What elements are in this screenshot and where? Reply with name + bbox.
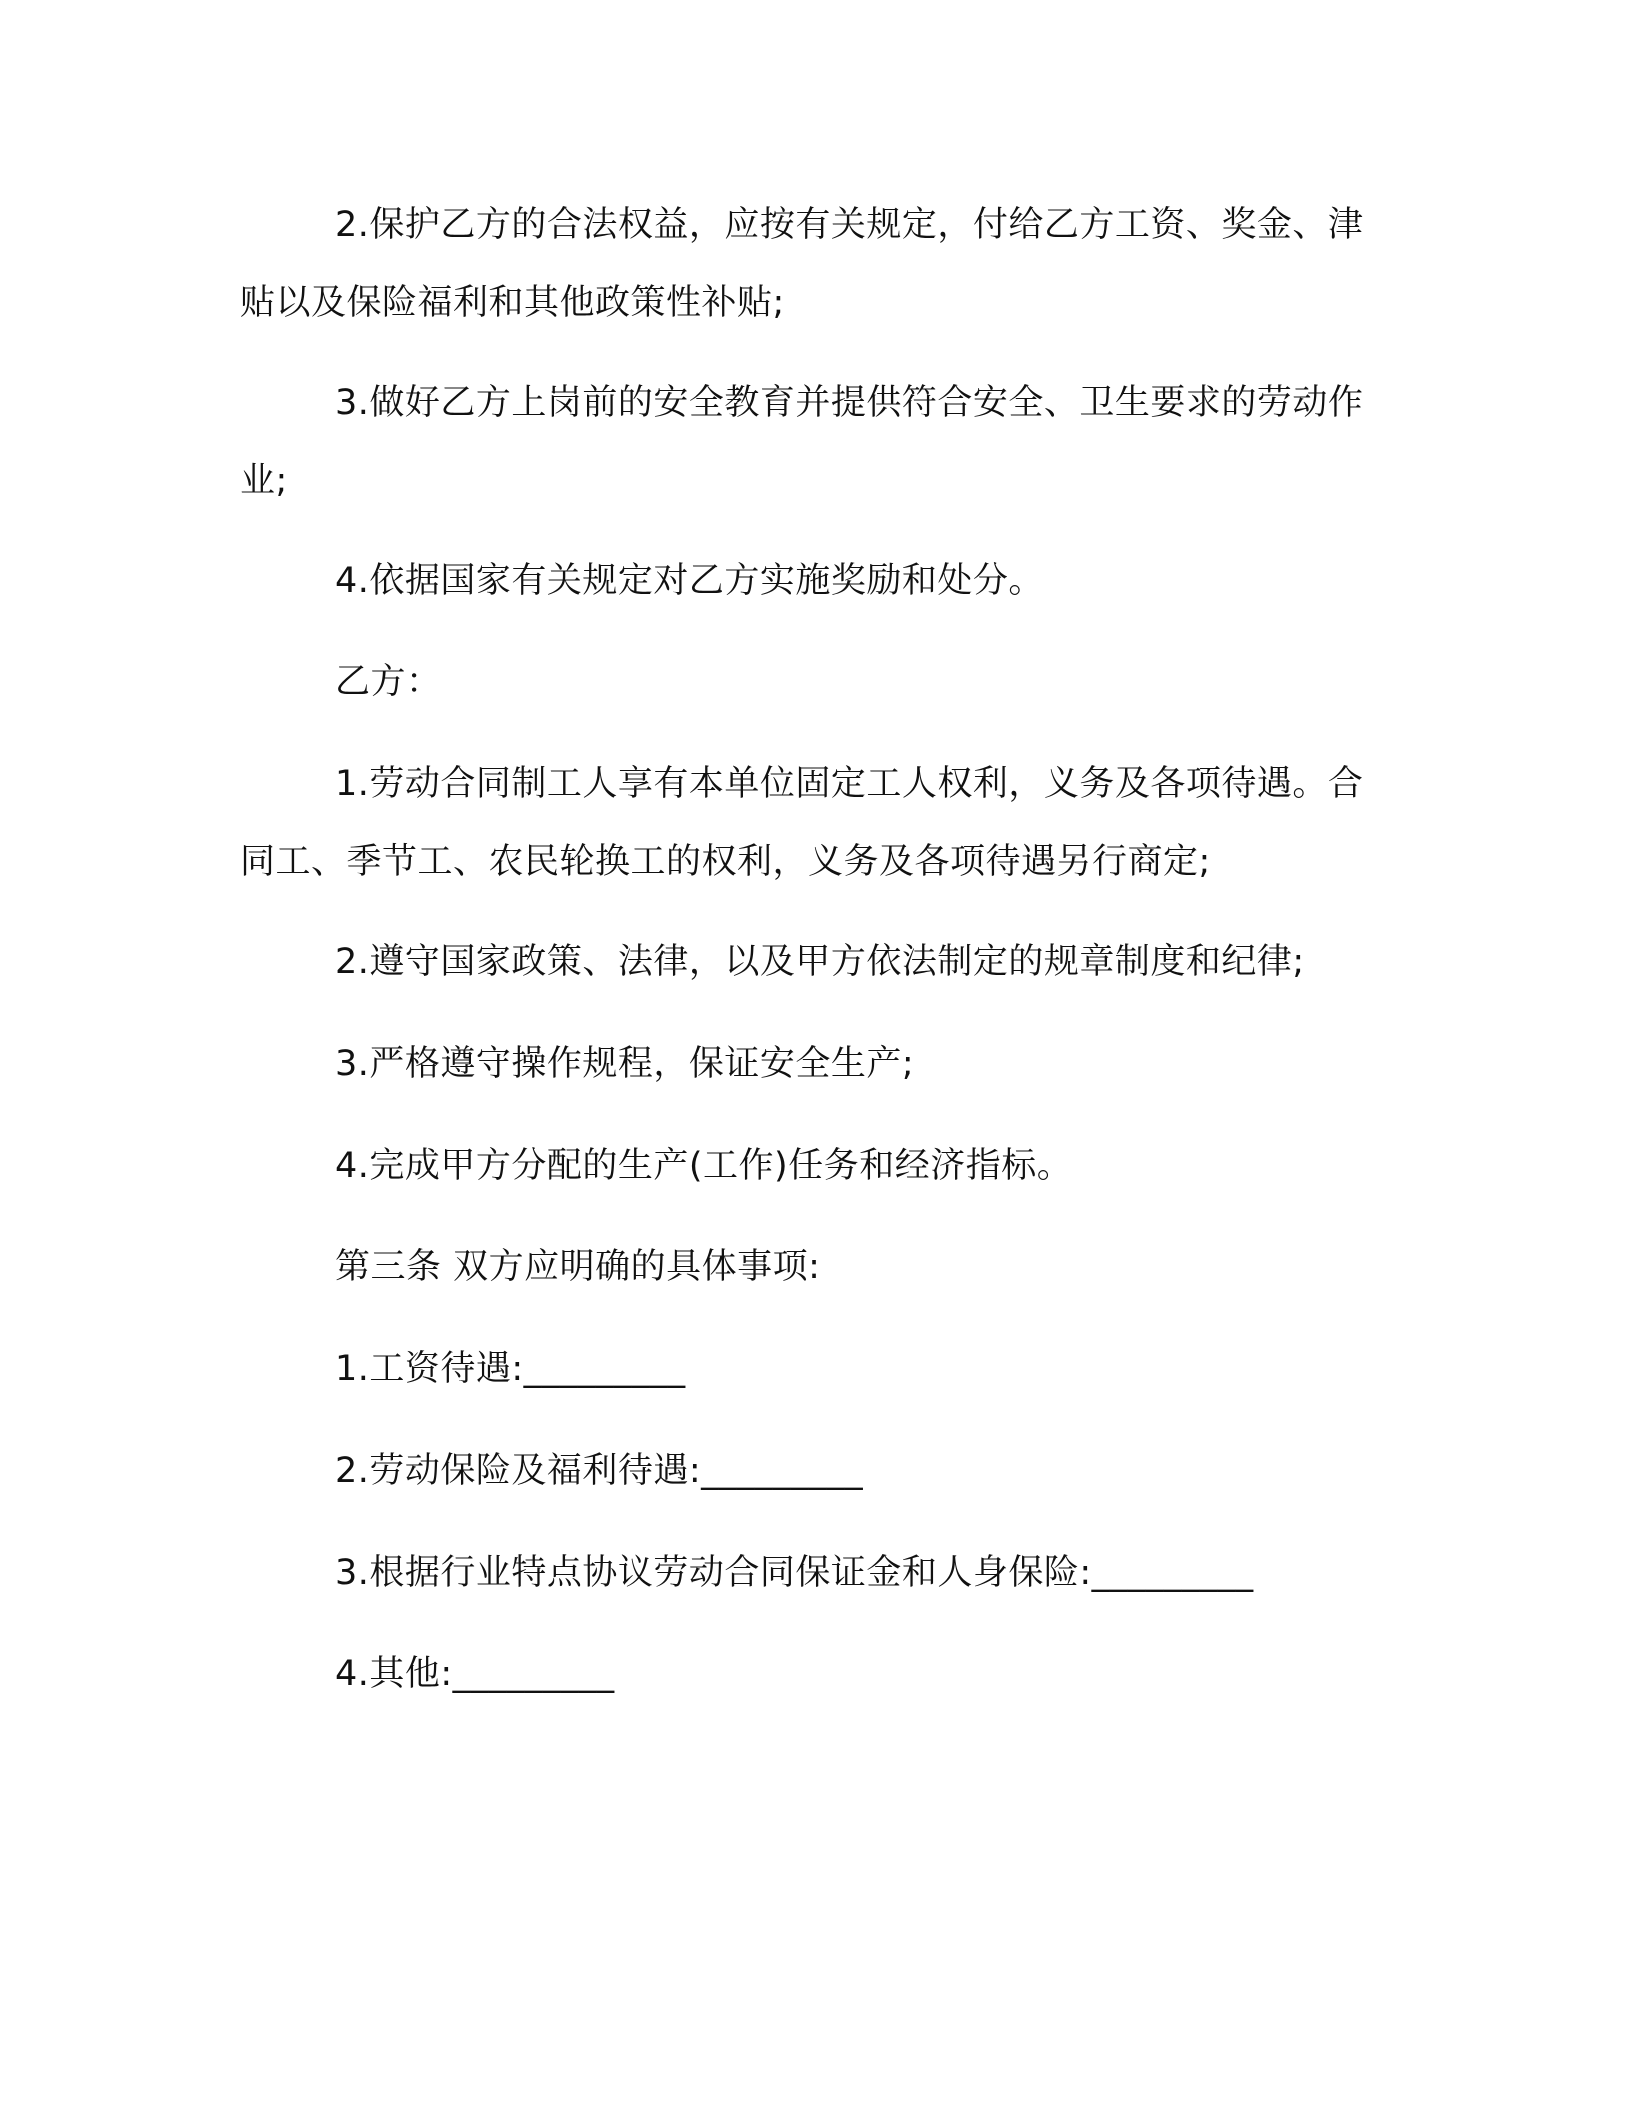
item-wages: 1.工资待遇:_________ [335, 1349, 686, 1389]
party-b-duty-3: 3.严格遵守操作规程，保证安全生产; [335, 1044, 915, 1084]
party-b-duty-1: 1.劳动合同制工人享有本单位固定工人权利，义务及各项待遇。合同工、季节工、农民轮换工的权利，义务及各项待遇另行商定; [240, 764, 1364, 882]
item-deposit-insurance: 3.根据行业特点协议劳动合同保证金和人身保险:_________ [335, 1553, 1254, 1593]
party-a-duty-4: 4.依据国家有关规定对乙方实施奖励和处分。 [335, 561, 1044, 601]
article-3-heading: 第三条 双方应明确的具体事项: [335, 1247, 821, 1287]
party-b-heading: 乙方： [335, 662, 442, 702]
party-a-duty-3: 3.做好乙方上岗前的安全教育并提供符合安全、卫生要求的劳动作业; [240, 383, 1364, 501]
item-other: 4.其他:_________ [335, 1654, 615, 1694]
party-b-duty-4: 4.完成甲方分配的生产(工作)任务和经济指标。 [335, 1146, 1073, 1186]
item-insurance-welfare: 2.劳动保险及福利待遇:_________ [335, 1451, 864, 1491]
party-a-duty-2: 2.保护乙方的合法权益，应按有关规定，付给乙方工资、奖金、津贴以及保险福利和其他政策性补贴; [240, 205, 1364, 323]
party-b-duty-2: 2.遵守国家政策、法律，以及甲方依法制定的规章制度和纪律; [335, 942, 1305, 982]
